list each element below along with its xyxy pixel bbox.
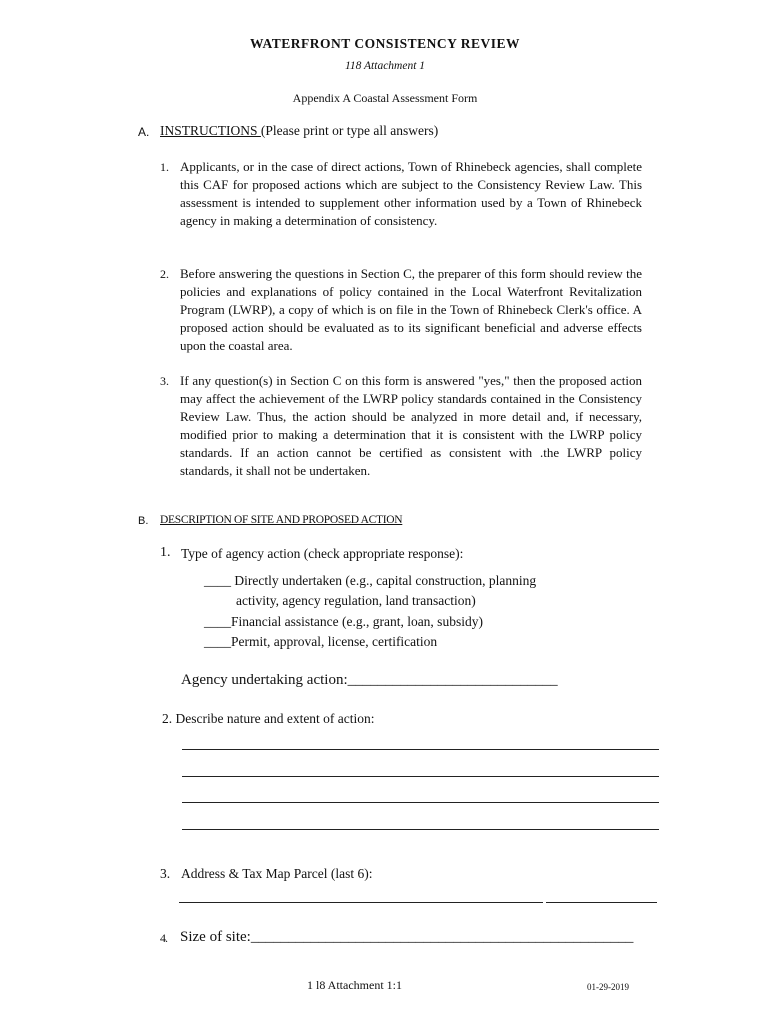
instruction-2-number: 2. (160, 267, 169, 281)
document-title: WATERFRONT CONSISTENCY REVIEW (249, 36, 521, 51)
option-permit: ____Permit, approval, license, certification (204, 634, 438, 649)
instruction-3-text: If any question(s) in Section C on this form is answered "yes," then the proposed action may affect the achievement of the LWRP policy standards contained in the Consistency Review Law. Thus, the action should be analyzed in more detail and, if necessary, modified prior to making a determination that it is consistent with the LWRP policy standards. If an action cannot be certified as consistent with .the LWRP policy standards, it shall not be undertaken. (180, 373, 642, 478)
option-directly-undertaken: ____ Directly undertaken (e.g., capital construction, planning (204, 573, 537, 588)
question-3-number: 3. (160, 866, 171, 881)
instruction-1-text: Applicants, or in the case of direct actions, Town of Rhinebeck agencies, shall complete this CAF for proposed actions which are subject to the Consistency Review Law. This assessment is intended to supplement other information used by a Town of Rhinebeck agency in making a determination of consistency. (180, 159, 642, 228)
section-b-heading: DESCRIPTION OF SITE AND PROPOSED ACTION (160, 514, 403, 526)
description-line-4[interactable] (182, 829, 659, 830)
section-a-heading (160, 123, 438, 139)
size-of-site-label: Size of site: (180, 929, 251, 945)
agency-undertaking-field[interactable] (181, 672, 558, 689)
option-directly-undertaken-cont: activity, agency regulation, land transaction) (236, 593, 476, 608)
question-2-text: 2. Describe nature and extent of action: (162, 711, 375, 726)
question-4-number: 4. (160, 931, 167, 945)
address-line-right[interactable] (546, 902, 657, 903)
agency-undertaking-label: Agency undertaking action: (181, 672, 348, 688)
description-line-3[interactable] (182, 802, 659, 803)
attachment-label: 118 Attachment 1 (344, 60, 426, 72)
size-of-site-field[interactable] (180, 929, 660, 946)
address-line-left[interactable] (179, 902, 543, 903)
instruction-3-number: 3. (160, 374, 169, 388)
page-number: 1 l8 Attachment 1:1 (307, 978, 402, 992)
instruction-2-text: Before answering the questions in Section C, the preparer of this form should review the policies and explanations of policy contained in the Local Waterfront Revitalization Program (LWRP), a copy of which is on file in the Town of Rhinebeck Clerk's office. A proposed action should be evaluated as to its significant beneficial and adverse effects upon the coastal area. (180, 266, 642, 353)
section-a-letter: A. (138, 125, 150, 139)
question-3-text: Address & Tax Map Parcel (last 6): (181, 866, 373, 881)
instruction-1-number: 1. (160, 160, 169, 174)
section-a-title: INSTRUCTIONS (160, 123, 261, 138)
description-line-2[interactable] (182, 776, 659, 777)
agency-undertaking-blank[interactable]: ____________________________ (347, 672, 558, 688)
revision-date: 01-29-2019 (587, 982, 629, 992)
section-b-letter: B. (138, 515, 149, 527)
question-1-text: Type of agency action (check appropriate response): (181, 546, 464, 561)
appendix-label: Appendix A Coastal Assessment Form (292, 91, 478, 105)
size-of-site-blank[interactable]: ___________________________________________________ (250, 929, 634, 945)
option-financial-assistance: ____Financial assistance (e.g., grant, loan, subsidy) (204, 614, 483, 629)
description-line-1[interactable] (182, 749, 659, 750)
question-1-number: 1. (160, 545, 171, 560)
section-a-note: (Please print or type all answers) (260, 123, 439, 138)
